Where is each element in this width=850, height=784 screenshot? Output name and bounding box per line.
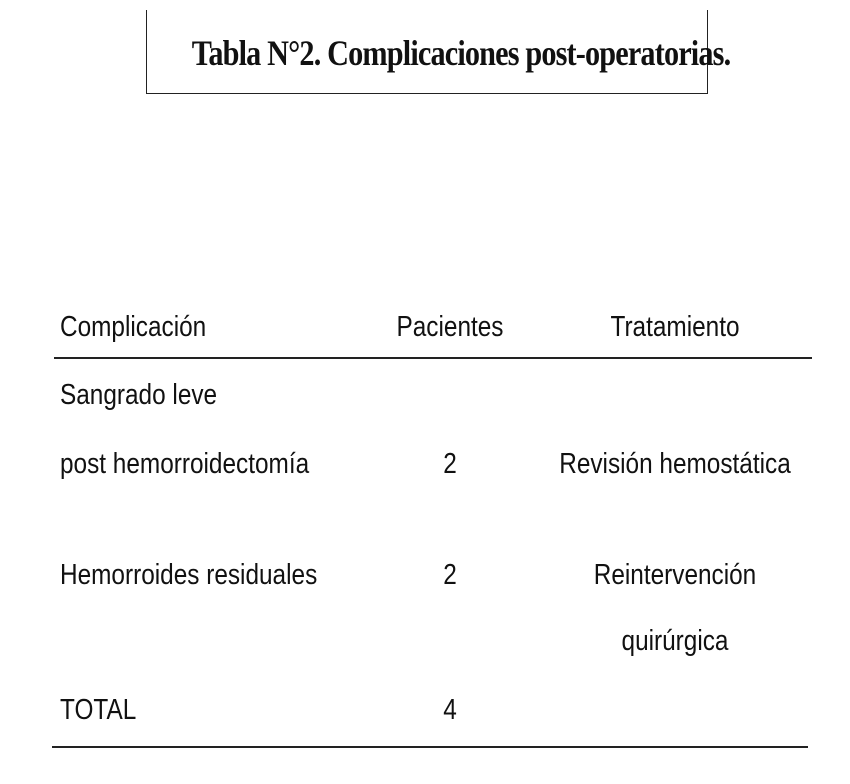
header-pacientes: Pacientes — [396, 311, 504, 343]
bottom-rule — [52, 746, 808, 748]
row1-pacientes: 2 — [443, 448, 457, 480]
header-complicacion: Complicación — [60, 311, 207, 343]
row1-complicacion-line2: post hemorroidectomía — [60, 448, 310, 480]
table-title: Tabla N°2. Complicaciones post-operatorias. — [191, 33, 731, 73]
row2-pacientes: 2 — [443, 559, 457, 591]
row1-tratamiento: Revisión hemostática — [559, 448, 791, 480]
table-title-box — [146, 10, 731, 94]
header-tratamiento: Tratamiento — [610, 311, 740, 343]
total-pacientes: 4 — [443, 694, 457, 726]
row2-tratamiento-line1: Reintervención — [593, 559, 757, 591]
row1-complicacion-line1: Sangrado leve — [60, 379, 218, 411]
total-label: TOTAL — [60, 694, 137, 726]
header-rule — [54, 357, 812, 359]
row2-tratamiento-line2: quirúrgica — [621, 625, 729, 657]
row2-complicacion: Hemorroides residuales — [60, 559, 318, 591]
